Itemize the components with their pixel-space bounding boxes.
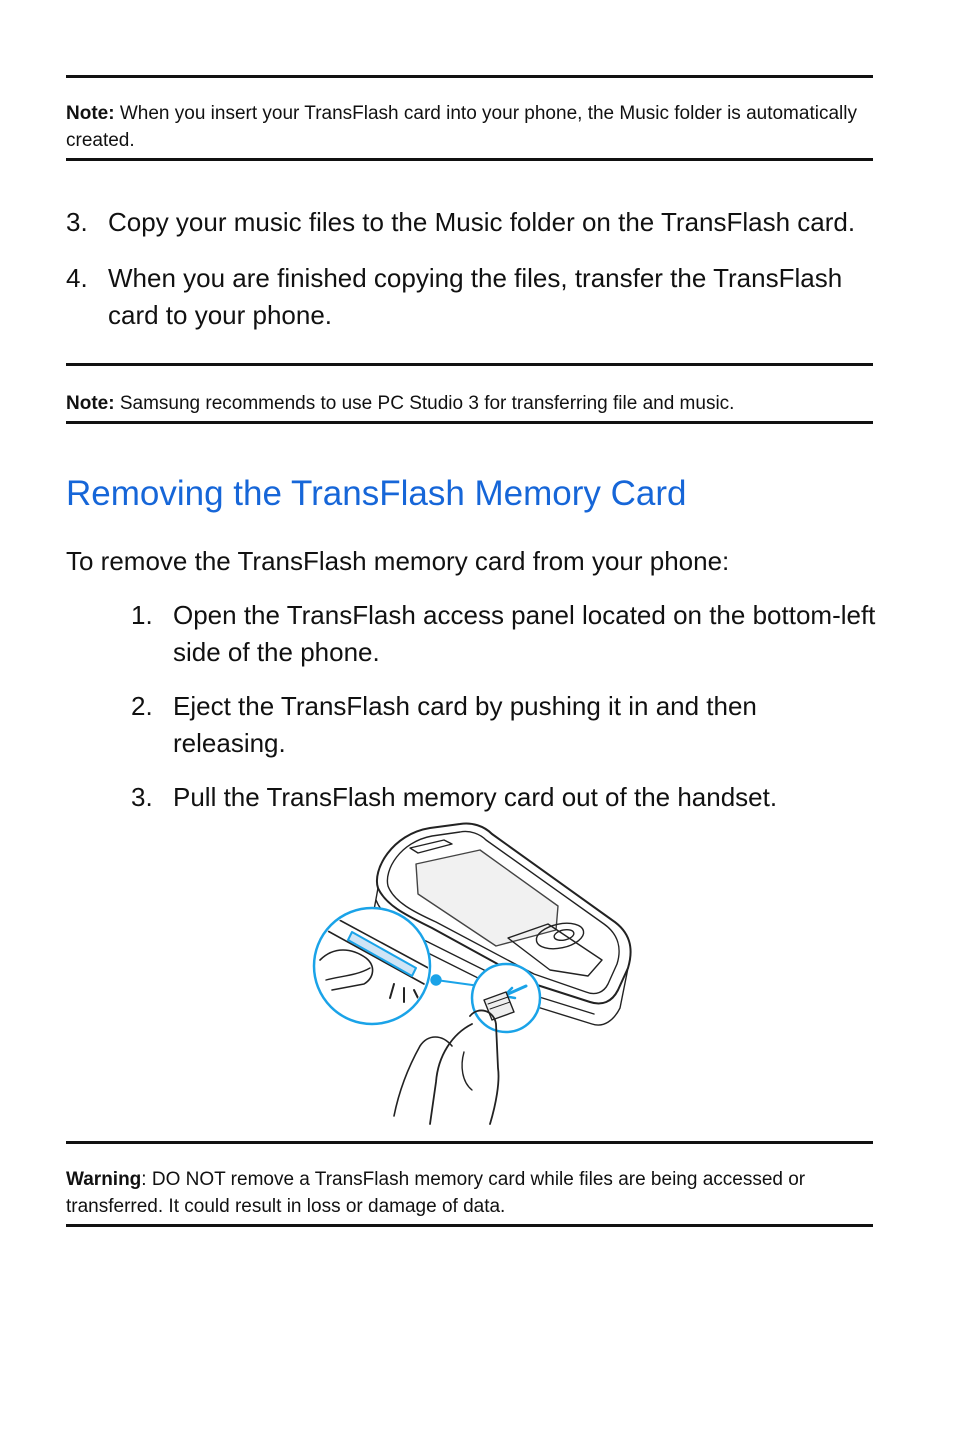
note-top-rule-upper — [66, 75, 873, 78]
step-text: Open the TransFlash access panel located on the bottom-left side of the phone. — [173, 600, 876, 667]
warning-note — [66, 1166, 871, 1220]
warning-text: : DO NOT remove a TransFlash memory card while files are being accessed or transferred. It could result in loss or damage of data. — [66, 1169, 806, 1217]
step-open-panel — [131, 597, 876, 673]
step-number: 3. — [131, 782, 153, 812]
step-pull-card — [131, 779, 876, 819]
hand-finger — [430, 1024, 472, 1124]
step-transfer-card — [66, 260, 866, 336]
note-middle — [66, 390, 871, 417]
step-number: 1. — [131, 600, 153, 630]
step-text: When you are finished copying the files, transfer the TransFlash card to your phone. — [108, 263, 843, 330]
note-top-label: Note: — [66, 103, 115, 124]
step-text: Eject the TransFlash card by pushing it in and then releasing. — [173, 691, 757, 758]
note-middle-text: Samsung recommends to use PC Studio 3 for transferring file and music. — [114, 393, 735, 414]
warning-rule-upper — [66, 1141, 873, 1144]
step-number: 4. — [66, 263, 88, 293]
note-top — [66, 100, 871, 154]
note-top-text: When you insert your TransFlash card into your phone, the Music folder is automatically created. — [66, 103, 857, 151]
section-intro: To remove the TransFlash memory card from your phone: — [66, 546, 730, 576]
warning-label: Warning — [66, 1169, 142, 1190]
step-text: Copy your music files to the Music folder on the TransFlash card. — [108, 207, 856, 237]
note-middle-rule-lower — [66, 421, 873, 424]
step-text: Pull the TransFlash memory card out of the handset. — [173, 782, 778, 812]
step-copy-music — [66, 204, 886, 244]
warning-rule-lower — [66, 1224, 873, 1227]
step-eject-card — [131, 688, 811, 764]
phone-card-illustration — [312, 820, 642, 1125]
callout-dot — [431, 975, 441, 985]
note-middle-label: Note: — [66, 393, 115, 414]
step-number: 2. — [131, 691, 153, 721]
phone-illustration-svg — [312, 820, 642, 1125]
phone-speaker — [410, 840, 452, 853]
note-middle-rule-upper — [66, 363, 873, 366]
step-number: 3. — [66, 207, 88, 237]
section-heading: Removing the TransFlash Memory Card — [66, 474, 687, 513]
note-top-rule-lower — [66, 158, 873, 161]
